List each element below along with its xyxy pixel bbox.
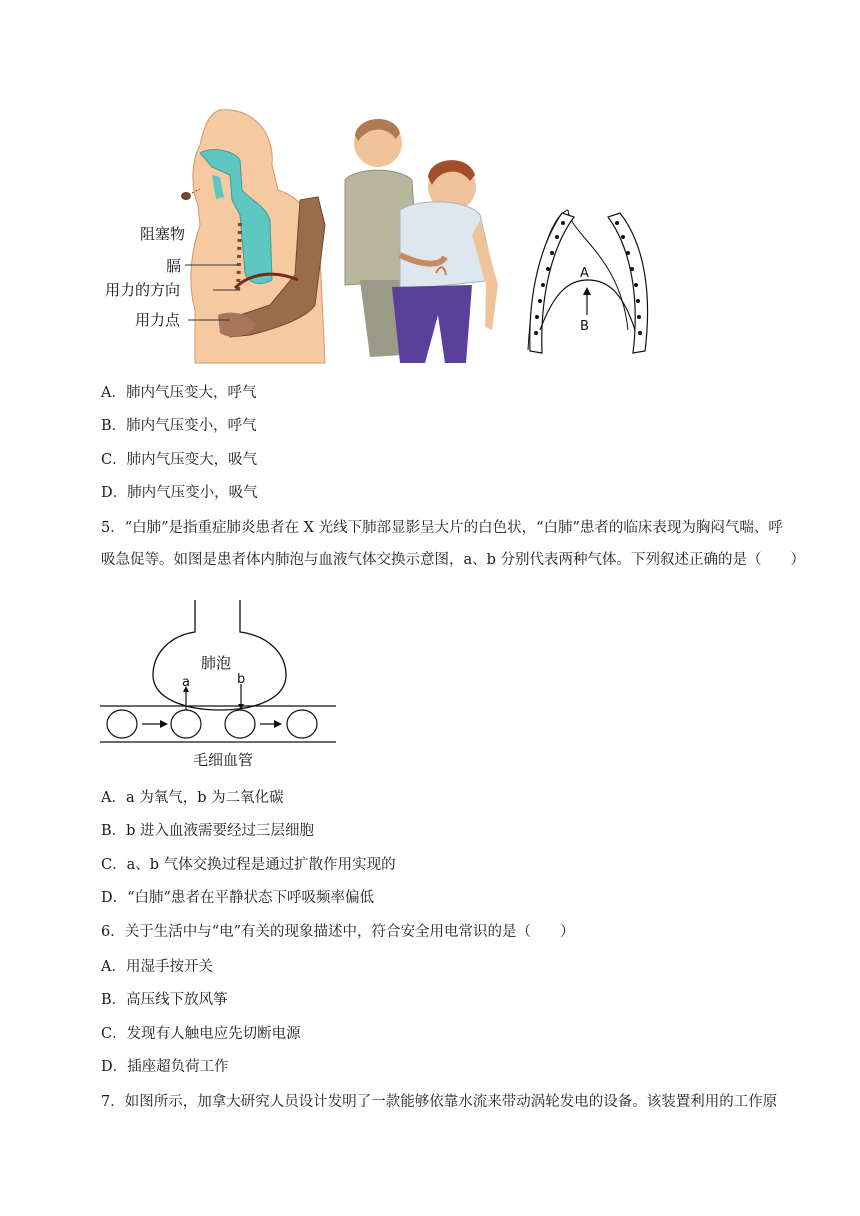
q4-option-b: B．肺内气压变小，呼气: [101, 418, 257, 434]
q4-option-c: C．肺内气压变大，吸气: [101, 452, 258, 468]
q6-option-c: C．发现有人触电应先切断电源: [101, 1026, 301, 1042]
thorax-diagram: [528, 210, 648, 353]
q5-option-b: B．b 进入血液需要经过三层细胞: [101, 823, 315, 839]
label-a: a: [182, 675, 190, 690]
q4-option-a: A．肺内气压变大，呼气: [101, 385, 257, 401]
label-alveolus: 肺泡: [201, 654, 232, 672]
label-obstruction: 阻塞物: [140, 225, 186, 243]
label-diaphragm: 膈: [166, 257, 182, 275]
q5-option-d: D．“白肺”患者在平静状态下呼吸频率偏低: [101, 890, 374, 906]
anatomy-torso-illustration: [105, 110, 325, 363]
q4-option-d: D．肺内气压变小，吸气: [101, 485, 258, 501]
label-force-point: 用力点: [135, 311, 181, 329]
heimlich-figure: [100, 105, 790, 367]
q5-option-a: A．a 为氧气，b 为二氧化碳: [101, 790, 284, 806]
rescue-people-illustration: [345, 119, 498, 363]
label-B: B: [580, 319, 589, 334]
label-capillary: 毛细血管: [193, 751, 254, 769]
q5-stem-line2: 吸急促等。如图是患者体内肺泡与血液气体交换示意图，a、b 分别代表两种气体。下列叙述正确的是（ ）: [101, 552, 806, 568]
label-b: b: [237, 672, 246, 687]
q5-option-c: C．a、b 气体交换过程是通过扩散作用实现的: [101, 857, 396, 873]
q7-stem: 7．如图所示，加拿大研究人员设计发明了一款能够依靠水流来带动涡轮发电的设备。该装置利用的工作原: [101, 1094, 778, 1110]
q6-option-d: D．插座超负荷工作: [101, 1059, 229, 1075]
q5-stem-line1: 5．“白肺”是指重症肺炎患者在 X 光线下肺部显影呈大片的白色状，“白肺”患者的临床表现为胸闷气喘、呼: [101, 520, 783, 536]
q6-option-a: A．用湿手按开关: [101, 959, 213, 975]
q6-option-b: B．高压线下放风筝: [101, 992, 228, 1008]
label-force-direction: 用力的方向: [105, 281, 181, 299]
q6-stem: 6．关于生活中与“电”有关的现象描述中，符合安全用电常识的是（ ）: [101, 924, 575, 940]
label-A: A: [580, 266, 589, 281]
alveolus-diagram: [98, 600, 343, 775]
